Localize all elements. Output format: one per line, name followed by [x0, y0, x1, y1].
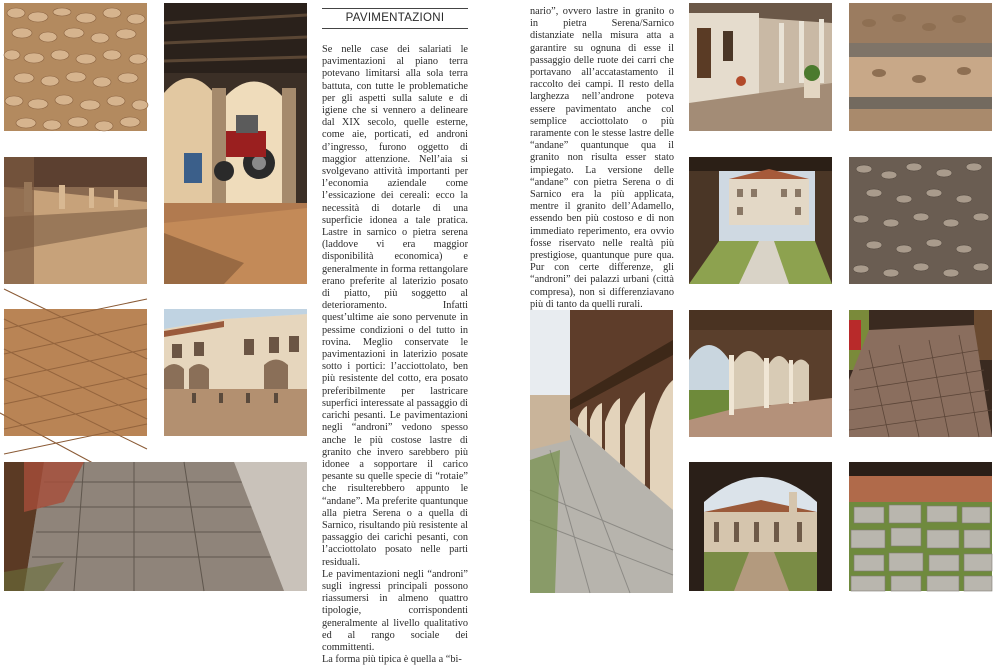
- photo-farmhouse-courtyard: [164, 309, 307, 436]
- paragraph: La forma più tipica è quella a “bi-: [322, 654, 462, 666]
- paragraph: Le pavimentazioni negli “androni” sugli ingressi principali possono riassumersi in almeno quattro tipologie, corrispondenti generalmente al livello qualitativo ed al rango sociale dei committenti.: [322, 568, 468, 653]
- photo-farmhouse-porch-columns: [689, 3, 832, 131]
- photo-cobblestone-close-up: [4, 3, 147, 131]
- paragraph: nario”, ovvero lastre in granito o in pietra Serena/Sarnico distanziate nella misura atta a garantire su ognuna di esse il passaggio delle ruote dei carri che portavano all’accatastamento il raccolto dei campi. Il resto della larghezza nell’androne poteva essere pavimentato anche col semplice acciottolato o più raramente con le stesse lastre delle “andane” quantunque qua il granito non risulta esser stato impiegato. La versione delle “andane” con pietra Serena o di Sarnico era la più applicata, mentre il granito dell’Adamello, essendo ben più costoso e di non immediato reperimento, era ovvio fosse riservato nelle realtà più prestigiose, quantunque pure qua. Pur con certe differenze, gli “androni” dei palazzi urbani (città compresa), non si differenziavano più di tanto da quelli rurali.: [530, 6, 674, 310]
- photo-arched-portico-perspective: [530, 310, 673, 593]
- photo-stone-slab-floor-corner: [4, 462, 307, 591]
- photo-porch-arches-with-tractor: [164, 3, 307, 284]
- left-text-column: [322, 44, 468, 666]
- section-title: PAVIMENTAZIONI: [322, 8, 468, 29]
- paragraph: Se nelle case dei salariati le pavimentazioni al piano terra potevano limitarsi alla sola terra battuta, con tutte le problematiche per gli aspetti sulla salute e di igiene che si vennero a delineare dal XIX secolo, quelle esterne, come aie, porticati, ed androni d’ingresso, furono oggetto di maggior attenzione. Nell’aia si svolgevano attività importanti per l’economia aziendale come l’essicazione dei cereali: ecco la necessità di dotarle di una superficie idonea a tale pratica. Lastre in sarnico o pietra serena (laddove vi era maggior disponibilità economica) e generalmente in forma rettangolare erano preferite al laterizio posato di piatto, più soggetto al deterioramento. Infatti quest’ultime aie sono pervenute in pessime condizioni o del tutto in rovina. Meglio conservate le pavimentazioni in laterizio posate sotto i portici: l’acciottolato, ben più resistente del cotto, era posato preferibilmente per lastricare superfici interessate al passaggio di carichi pesanti. Le pavimentazioni negli “androni” vedono spesso anche le più costose lastre di granito che invero sarebbero più idonee a sopportare il carico pesante su quelle specie di “rotaie” che risulterebbero appunto le “andane”. Ma preferite quantunque alla pietra Serena o a quella di Sarnico, risultando più resistente al passaggio dei carichi pesanti, con l’acciottolato posato nelle parti residuali.: [322, 44, 468, 568]
- right-text-column: [530, 6, 674, 310]
- photo-portico-corridor-shadow: [4, 157, 147, 284]
- photo-grassy-stone-slabs: [849, 462, 992, 591]
- photo-arched-portico-view: [689, 310, 832, 437]
- photo-brick-herringbone-floor: [4, 309, 147, 436]
- photo-interior-herringbone-brick: [849, 310, 992, 437]
- photo-arch-gate-courtyard: [689, 462, 832, 591]
- photo-gateway-view-villa: [689, 157, 832, 284]
- photo-cobblestone-herringbone: [849, 157, 992, 284]
- photo-stone-strip-pavement: [849, 3, 992, 131]
